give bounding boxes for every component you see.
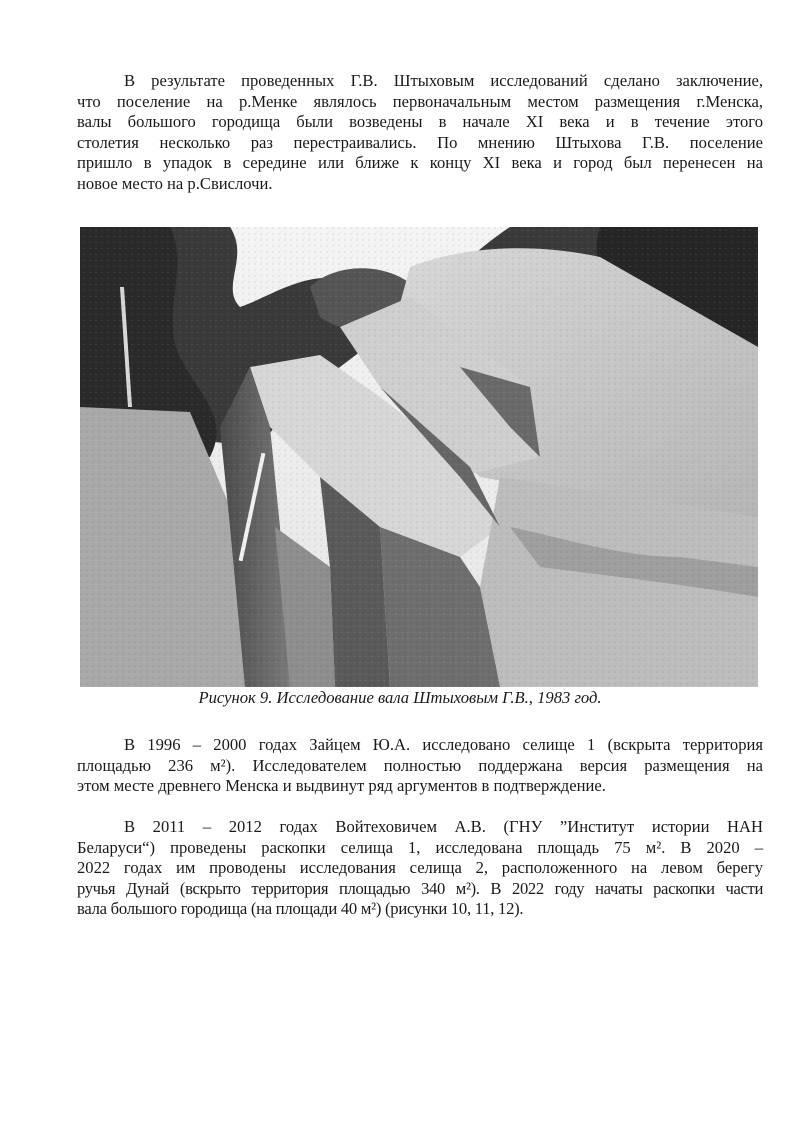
text-line: 2022 годах им проводены исследования селища 2, расположенного на левом берегу	[77, 858, 763, 877]
rampart-excavation-image	[80, 227, 758, 687]
text-line: Беларуси“) проведены раскопки селища 1, исследована площадь 75 м². В 2020 –	[77, 837, 763, 857]
text-line: валы большого городища были возведены в начале XI века и в течение этого	[77, 112, 763, 131]
text-line: столетия несколько раз перестраивались. По мнению Штыхова Г.В. поселение	[77, 132, 763, 152]
paragraph-shtykhov-conclusion	[77, 71, 763, 194]
text-line: пришло в упадок в середине или ближе к концу XI века и город был перенесен на	[77, 153, 763, 172]
text-line: В 1996 – 2000 годах Зайцем Ю.А. исследовано селище 1 (вскрыта территория	[124, 735, 763, 754]
text-line: площадью 236 м²). Исследователем полностью поддержана версия размещения на	[77, 755, 763, 775]
figure-caption: Рисунок 9. Исследование вала Штыховым Г.В., 1983 год.	[198, 688, 602, 707]
text-line: вала большого городища (на площади 40 м²) (рисунки 10, 11, 12).	[77, 899, 524, 918]
text-line: ручья Дунай (вскрыто территория площадью 340 м²). В 2022 году начаты раскопки части	[77, 878, 763, 898]
text-line: новое место на р.Свислочи.	[77, 173, 273, 193]
text-line: В 2011 – 2012 годах Войтеховичем А.В. (ГНУ ”Институт истории НАН	[124, 817, 763, 836]
paragraph-zayats-research	[77, 735, 763, 797]
paragraph-voitekhovich-excavations	[77, 817, 763, 920]
excavation-photo	[80, 227, 758, 687]
text-line: В результате проведенных Г.В. Штыховым исследований сделано заключение,	[124, 71, 763, 90]
text-line: что поселение на р.Менке являлось первоначальным местом размещения г.Менска,	[77, 91, 763, 111]
text-line: этом месте древнего Менска и выдвинут ряд аргументов в подтверждение.	[77, 776, 606, 795]
